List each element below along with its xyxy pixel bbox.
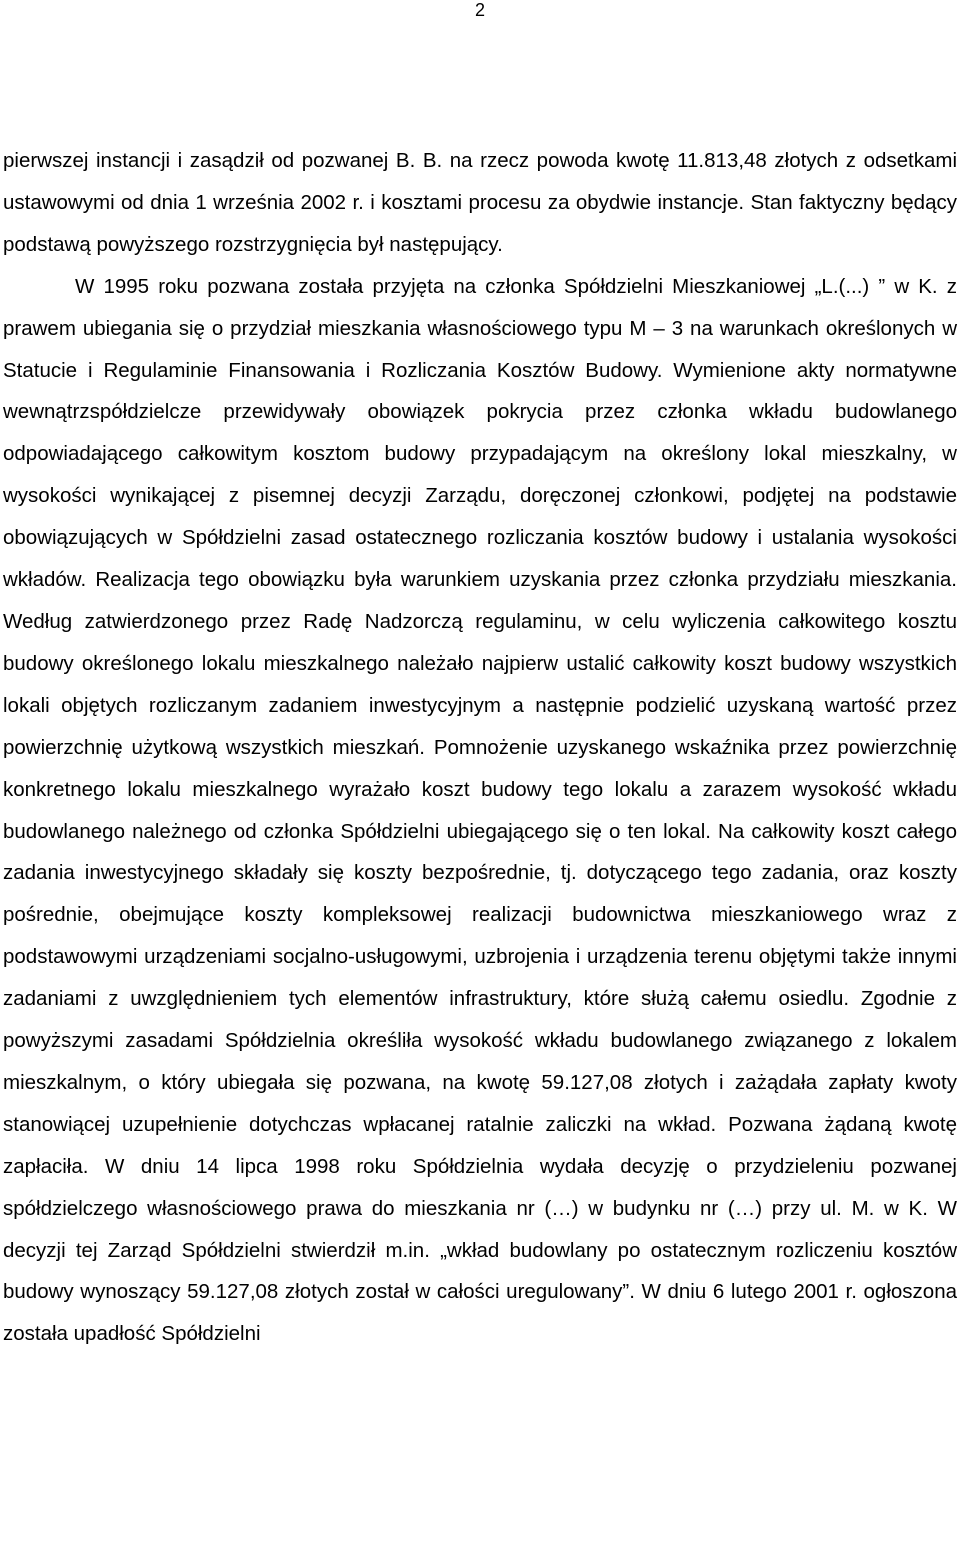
- document-body: [3, 140, 957, 1355]
- paragraph: W 1995 roku pozwana została przyjęta na członka Spółdzielni Mieszkaniowej „L.(...) ” w K. z prawem ubiegania się o przydział mieszkania własnościowego typu M – 3 na warunkach określonych w Statucie i Regulaminie Finansowania i Rozliczania Kosztów Budowy. Wymienione akty normatywne wewnątrzspółdzielcze przewidywały obowiązek pokrycia przez członka wkładu budowlanego odpowiadającego całkowitym kosztom budowy przypadającym na określony lokal mieszkalny, w wysokości wynikającej z pisemnej decyzji Zarządu, doręczonej członkowi, podjętej na podstawie obowiązujących w Spółdzielni zasad ostatecznego rozliczania kosztów budowy i ustalania wysokości wkładów. Realizacja tego obowiązku była warunkiem uzyskania przez członka przydziału mieszkania. Według zatwierdzonego przez Radę Nadzorczą regulaminu, w celu wyliczenia całkowitego kosztu budowy określonego lokalu mieszkalnego należało najpierw ustalić całkowity koszt budowy wszystkich lokali objętych rozliczanym zadaniem inwestycyjnym a następnie podzielić uzyskaną wartość przez powierzchnię użytkową wszystkich mieszkań. Pomnożenie uzyskanego wskaźnika przez powierzchnię konkretnego lokalu mieszkalnego wyrażało koszt budowy tego lokalu a zarazem wysokość wkładu budowlanego należnego od członka Spółdzielni ubiegającego się o ten lokal. Na całkowity koszt całego zadania inwestycyjnego składały się koszty bezpośrednie, tj. dotyczącego tego zadania, oraz koszty pośrednie, obejmujące koszty kompleksowej realizacji budownictwa mieszkaniowego wraz z podstawowymi urządzeniami socjalno-usługowymi, uzbrojenia i urządzenia terenu objętymi także innymi zadaniami z uwzględnieniem tych elementów infrastruktury, które służą całemu osiedlu. Zgodnie z powyższymi zasadami Spółdzielnia określiła wysokość wkładu budowlanego związanego z lokalem mieszkalnym, o który ubiegała się pozwana, na kwotę 59.127,08 złotych i zażądała zapłaty kwoty stanowiącej uzupełnienie dotychczas wpłacanej ratalnie zaliczki na wkład. Pozwana żądaną kwotę zapłaciła. W dniu 14 lipca 1998 roku Spółdzielnia wydała decyzję o przydzieleniu pozwanej spółdzielczego własnościowego prawa do mieszkania nr (…) w budynku nr (…) przy ul. M. w K. W decyzji tej Zarząd Spółdzielni stwierdził m.in. „wkład budowlany po ostatecznym rozliczeniu kosztów budowy wynoszący 59.127,08 złotych został w całości uregulowany”. W dniu 6 lutego 2001 r. ogłoszona została upadłość Spółdzielni: [3, 274, 957, 1346]
- page-number: 2: [474, 0, 485, 20]
- paragraph: pierwszej instancji i zasądził od pozwanej B. B. na rzecz powoda kwotę 11.813,48 złotych z odsetkami ustawowymi od dnia 1 września 2002 r. i kosztami procesu za obydwie instancje. Stan faktyczny będący podstawą powyższego rozstrzygnięcia był następujący.: [3, 149, 957, 256]
